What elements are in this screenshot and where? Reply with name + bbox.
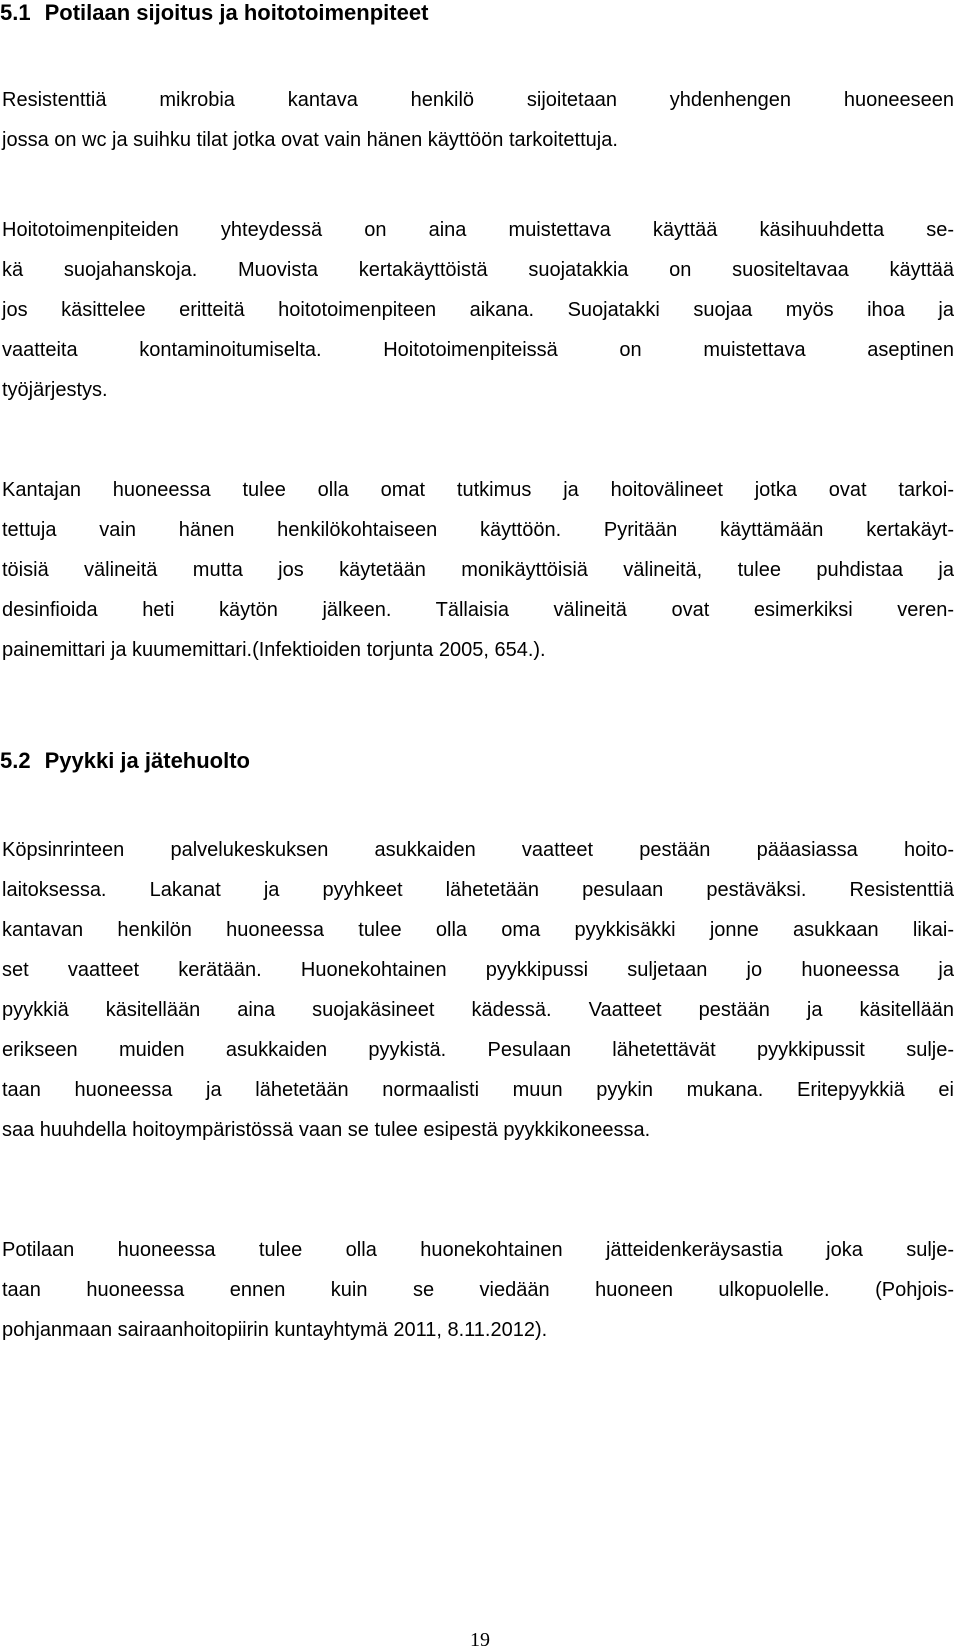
text-line: taan huoneessa ennen kuin se viedään huoneen ulkopuolelle. (Pohjois- — [2, 1279, 954, 1301]
text-line: Kantajan huoneessa tulee olla omat tutkimus ja hoitovälineet jotka ovat tarkoi- — [2, 479, 954, 501]
page-number: 19 — [470, 1629, 490, 1651]
text-line: jos käsittelee eritteitä hoitotoimenpiteen aikana. Suojatakki suojaa myös ihoa ja — [2, 299, 954, 321]
text-line: työjärjestys. — [2, 379, 108, 401]
text-line: erikseen muiden asukkaiden pyykistä. Pesulaan lähetettävät pyykkipussit sulje- — [2, 1039, 954, 1061]
text-line: kantavan henkilön huoneessa tulee olla oma pyykkisäkki jonne asukkaan likai- — [2, 919, 954, 941]
section-title: Potilaan sijoitus ja hoitotoimenpiteet — [44, 0, 429, 25]
text-line: saa huuhdella hoitoympäristössä vaan se tulee esipestä pyykkikoneessa. — [2, 1119, 651, 1141]
text-line: pohjanmaan sairaanhoitopiirin kuntayhtymä 2011, 8.11.2012). — [2, 1319, 548, 1341]
text-line: Hoitotoimenpiteiden yhteydessä on aina muistettava käyttää käsihuuhdetta se- — [2, 219, 954, 241]
text-line: jossa on wc ja suihku tilat jotka ovat vain hänen käyttöön tarkoitettuja. — [2, 129, 618, 151]
text-line: Köpsinrinteen palvelukeskuksen asukkaiden vaatteet pestään pääasiassa hoito- — [2, 839, 954, 861]
text-line: tettuja vain hänen henkilökohtaiseen käyttöön. Pyritään käyttämään kertakäyt- — [2, 519, 954, 541]
text-line: painemittari ja kuumemittari.(Infektioiden torjunta 2005, 654.). — [2, 639, 546, 661]
text-line: Potilaan huoneessa tulee olla huonekohtainen jätteidenkeräysastia joka sulje- — [2, 1239, 954, 1261]
text-line: desinfioida heti käytön jälkeen. Tällaisia välineitä ovat esimerkiksi veren- — [2, 599, 954, 621]
text-line: set vaatteet kerätään. Huonekohtainen pyykkipussi suljetaan jo huoneessa ja — [2, 959, 954, 981]
text-line: Resistenttiä mikrobia kantava henkilö sijoitetaan yhdenhengen huoneeseen — [2, 89, 954, 111]
text-line: taan huoneessa ja lähetetään normaalisti muun pyykin mukana. Eritepyykkiä ei — [2, 1079, 954, 1101]
section-number: 5.2 — [0, 748, 31, 773]
section-heading-5-2 — [0, 748, 250, 774]
section-heading-5-1 — [0, 0, 428, 26]
text-line: pyykkiä käsitellään aina suojakäsineet kädessä. Vaatteet pestään ja käsitellään — [2, 999, 954, 1021]
text-line: kä suojahanskoja. Muovista kertakäyttöistä suojatakkia on suositeltavaa käyttää — [2, 259, 954, 281]
text-line: vaatteita kontaminoitumiselta. Hoitotoimenpiteissä on muistettava aseptinen — [2, 339, 954, 361]
section-number: 5.1 — [0, 0, 31, 25]
text-line: laitoksessa. Lakanat ja pyyhkeet lähetetään pesulaan pestäväksi. Resistenttiä — [2, 879, 954, 901]
section-title: Pyykki ja jätehuolto — [44, 748, 250, 773]
text-line: töisiä välineitä mutta jos käytetään monikäyttöisiä välineitä, tulee puhdistaa ja — [2, 559, 954, 581]
